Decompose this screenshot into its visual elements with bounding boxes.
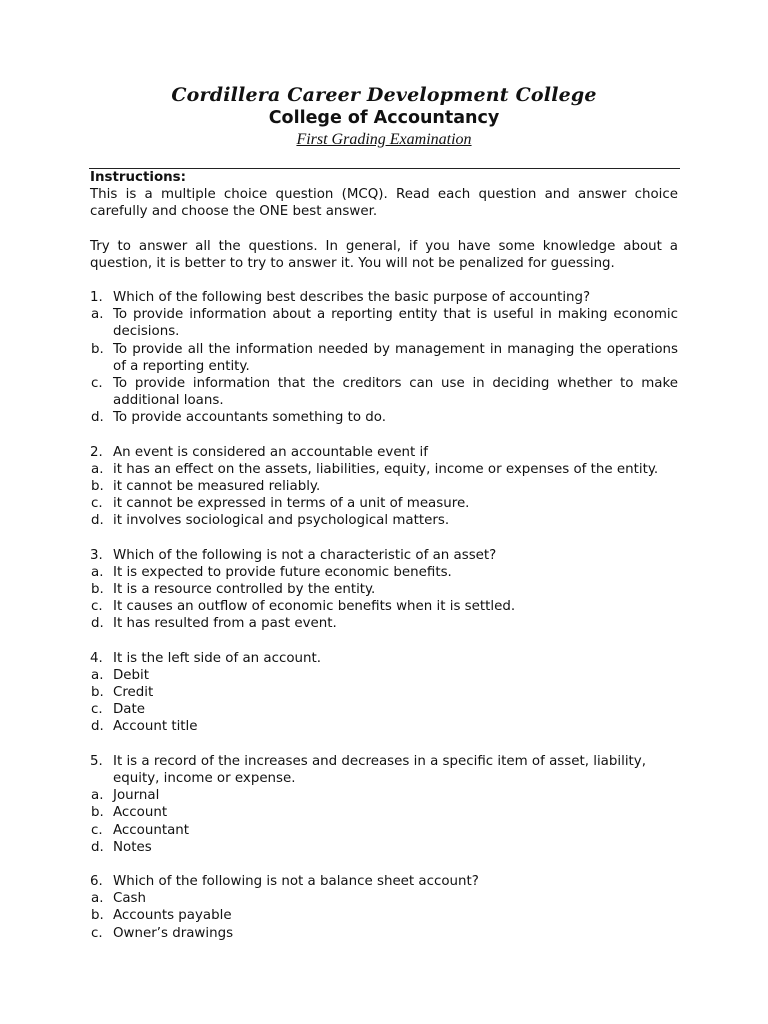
- option-letter: b.: [91, 341, 104, 357]
- question-text: Which of the following is not a characteristic of an asset?: [113, 547, 497, 563]
- question-block: [90, 873, 678, 942]
- option-letter: b.: [91, 582, 104, 598]
- answer-option: [90, 667, 678, 684]
- question-number: 3.: [90, 547, 103, 563]
- answer-option: [90, 512, 678, 529]
- answer-option: [90, 684, 678, 701]
- option-text: Accountant: [113, 822, 190, 838]
- option-list: [90, 667, 678, 736]
- instructions-heading: Instructions:: [90, 170, 187, 185]
- answer-option: [90, 718, 678, 735]
- option-letter: c.: [91, 702, 103, 718]
- answer-option: [90, 581, 678, 598]
- option-text: it has an effect on the assets, liabilities, equity, income or expenses of the entity.: [113, 461, 659, 477]
- answer-option: [90, 925, 678, 942]
- question-text: An event is considered an accountable event if: [113, 444, 428, 460]
- option-text: It causes an outflow of economic benefits when it is settled.: [113, 599, 516, 615]
- option-text: To provide all the information needed by management in managing the operations of a reporting entity.: [113, 341, 678, 374]
- option-letter: d.: [91, 410, 104, 426]
- option-letter: b.: [91, 479, 104, 495]
- spacer: [90, 736, 678, 753]
- option-letter: d.: [91, 513, 104, 529]
- question-stem: [90, 547, 678, 564]
- answer-option: [90, 409, 678, 426]
- option-letter: b.: [91, 685, 104, 701]
- answer-option: [90, 598, 678, 615]
- option-text: To provide information about a reporting entity that is useful in making economic decisions.: [113, 307, 678, 340]
- option-text: Credit: [113, 685, 154, 701]
- spacer: [90, 633, 678, 650]
- option-letter: c.: [91, 925, 103, 941]
- answer-option: [90, 701, 678, 718]
- answer-option: [90, 822, 678, 839]
- answer-option: [90, 907, 678, 924]
- answer-option: [90, 478, 678, 495]
- exam-title: First Grading Examination: [296, 131, 472, 148]
- option-letter: c.: [91, 376, 103, 392]
- option-text: Account title: [113, 719, 198, 735]
- option-letter: d.: [91, 616, 104, 632]
- question-block: [90, 753, 678, 856]
- question-stem: [90, 753, 678, 787]
- question-text: It is a record of the increases and decreases in a specific item of asset, liability, equity, income or expense.: [113, 753, 646, 786]
- option-list: [90, 306, 678, 426]
- answer-option: [90, 564, 678, 581]
- option-text: Debit: [113, 667, 150, 683]
- option-text: Owner’s drawings: [113, 925, 234, 941]
- option-text: it cannot be measured reliably.: [113, 479, 321, 495]
- option-letter: a.: [91, 891, 104, 907]
- answer-option: [90, 787, 678, 804]
- question-list: [90, 289, 678, 942]
- question-text: Which of the following best describes the basic purpose of accounting?: [113, 290, 591, 306]
- answer-option: [90, 890, 678, 907]
- question-number: 5.: [90, 753, 103, 769]
- option-text: It has resulted from a past event.: [113, 616, 337, 632]
- option-letter: a.: [91, 667, 104, 683]
- option-letter: a.: [91, 461, 104, 477]
- option-text: To provide accountants something to do.: [113, 410, 386, 426]
- option-letter: b.: [91, 908, 104, 924]
- option-text: It is a resource controlled by the entity.: [113, 582, 376, 598]
- spacer: [90, 427, 678, 444]
- option-text: To provide information that the creditors can use in deciding whether to make additional loans.: [113, 376, 678, 409]
- question-number: 1.: [90, 290, 103, 306]
- option-text: Date: [113, 702, 146, 718]
- option-letter: c.: [91, 496, 103, 512]
- answer-option: [90, 495, 678, 512]
- option-list: [90, 564, 678, 633]
- option-text: Account: [113, 805, 168, 821]
- option-letter: a.: [91, 307, 104, 323]
- instructions-paragraph-1: This is a multiple choice question (MCQ). Read each question and answer choice carefully and choose the ONE best answer.: [90, 187, 678, 220]
- option-list: [90, 890, 678, 942]
- question-text: It is the left side of an account.: [113, 650, 321, 666]
- question-block: [90, 547, 678, 633]
- spacer: [90, 856, 678, 873]
- option-letter: d.: [91, 719, 104, 735]
- exam-body: [90, 169, 678, 942]
- option-letter: c.: [91, 822, 103, 838]
- option-letter: a.: [91, 564, 104, 580]
- option-text: Notes: [113, 839, 152, 855]
- question-number: 6.: [90, 873, 103, 889]
- answer-option: [90, 461, 678, 478]
- question-stem: [90, 289, 678, 306]
- spacer: [90, 221, 678, 238]
- option-text: Journal: [113, 788, 160, 804]
- option-text: Cash: [113, 891, 147, 907]
- question-stem: [90, 650, 678, 667]
- answer-option: [90, 839, 678, 856]
- option-letter: b.: [91, 805, 104, 821]
- question-block: [90, 444, 678, 530]
- option-letter: d.: [91, 839, 104, 855]
- question-number: 4.: [90, 650, 103, 666]
- option-list: [90, 787, 678, 856]
- instructions-paragraph-2: Try to answer all the questions. In general, if you have some knowledge about a question, it is better to try to answer it. You will not be penalized for guessing.: [90, 238, 678, 271]
- question-block: [90, 650, 678, 736]
- option-text: Accounts payable: [113, 908, 232, 924]
- answer-option: [90, 615, 678, 632]
- option-letter: c.: [91, 599, 103, 615]
- option-list: [90, 461, 678, 530]
- option-text: it cannot be expressed in terms of a unit of measure.: [113, 496, 470, 512]
- answer-option: [90, 375, 678, 409]
- question-text: Which of the following is not a balance sheet account?: [113, 873, 479, 889]
- college-name: College of Accountancy: [268, 108, 500, 128]
- answer-option: [90, 341, 678, 375]
- answer-option: [90, 306, 678, 340]
- question-block: [90, 289, 678, 427]
- option-letter: a.: [91, 788, 104, 804]
- question-stem: [90, 444, 678, 461]
- option-text: it involves sociological and psychological matters.: [113, 513, 450, 529]
- answer-option: [90, 804, 678, 821]
- spacer: [90, 272, 678, 289]
- option-text: It is expected to provide future economic benefits.: [113, 564, 452, 580]
- question-number: 2.: [90, 444, 103, 460]
- spacer: [90, 530, 678, 547]
- question-stem: [90, 873, 678, 890]
- institution-name: Cordillera Career Development College: [171, 84, 597, 106]
